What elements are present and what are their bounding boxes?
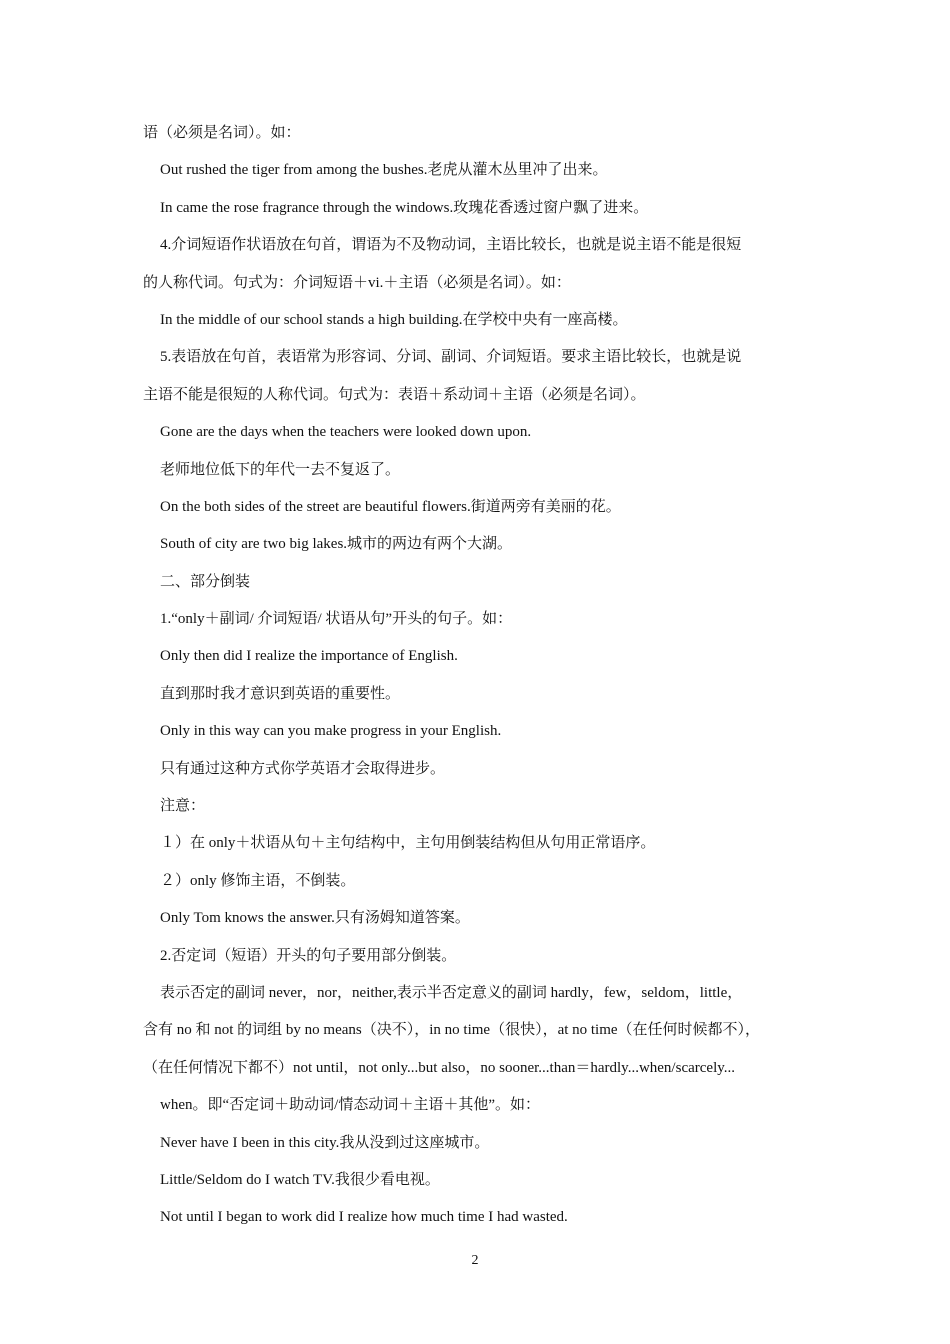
text-line: 二、部分倒装: [160, 573, 251, 590]
text-line: Gone are the days when the teachers were looked down upon.: [160, 424, 532, 441]
page-content: [143, 122, 809, 1244]
text-line: Little/Seldom do I watch TV.我很少看电视。: [160, 1171, 440, 1188]
text-line: On the both sides of the street are beautiful flowers.街道两旁有美丽的花。: [160, 498, 621, 515]
text-line: Only in this way can you make progress in your English.: [160, 723, 502, 740]
text-line: when。即“否定词＋助动词/情态动词＋主语＋其他”。如：: [160, 1097, 540, 1114]
text-line: １）在 only＋状语从句＋主句结构中，主句用倒装结构但从句用正常语序。: [160, 835, 656, 852]
text-line: South of city are two big lakes.城市的两边有两个大湖。: [160, 536, 513, 553]
text-line: ２）only 修饰主语，不倒装。: [160, 872, 356, 889]
text-line: 表示否定的副词 never，nor，neither,表示半否定意义的副词 hardly，few，seldom，little，: [160, 984, 743, 1001]
text-line: Only then did I realize the importance of English.: [160, 648, 458, 665]
text-line: Only Tom knows the answer.只有汤姆知道答案。: [160, 910, 470, 927]
text-line: 直到那时我才意识到英语的重要性。: [160, 685, 401, 702]
text-line: 含有 no 和 not 的词组 by no means（决不），in no time（很快），at no time（在任何时候都不），: [143, 1022, 761, 1039]
page-number: 2: [471, 1253, 479, 1268]
text-line: 主语不能是很短的人称代词。句式为：表语＋系动词＋主语（必须是名词）。: [143, 386, 646, 403]
text-line: 语（必须是名词）。如：: [143, 125, 301, 141]
text-line: In the middle of our school stands a high building.在学校中央有一座高楼。: [160, 311, 628, 328]
text-line: 的人称代词。句式为：介词短语＋vi.＋主语（必须是名词）。如：: [143, 274, 571, 291]
text-line: Out rushed the tiger from among the bushes.老虎从灌木丛里冲了出来。: [160, 162, 608, 179]
text-line: 注意：: [160, 798, 206, 815]
text-line: 2.否定词（短语）开头的句子要用部分倒装。: [160, 947, 457, 964]
text-line: 只有通过这种方式你学英语才会取得进步。: [160, 760, 446, 777]
text-line: 4.介词短语作状语放在句首，谓语为不及物动词，主语比较长，也就是说主语不能是很短: [160, 237, 742, 254]
text-line: Never have I been in this city.我从没到过这座城市。: [160, 1134, 490, 1151]
text-line: （在任何情况下都不）not until，not only...but also，no sooner...than＝hardly...when/scarcely...: [143, 1059, 736, 1076]
text-line: 老师地位低下的年代一去不复返了。: [160, 461, 401, 478]
text-line: Not until I began to work did I realize how much time I had wasted.: [160, 1209, 568, 1226]
text-line: 5.表语放在句首，表语常为形容词、分词、副词、介词短语。要求主语比较长，也就是说: [160, 349, 742, 366]
text-line: 1.“only＋副词/ 介词短语/ 状语从句”开头的句子。如：: [160, 611, 513, 628]
text-line: In came the rose fragrance through the windows.玫瑰花香透过窗户飘了进来。: [160, 199, 649, 216]
